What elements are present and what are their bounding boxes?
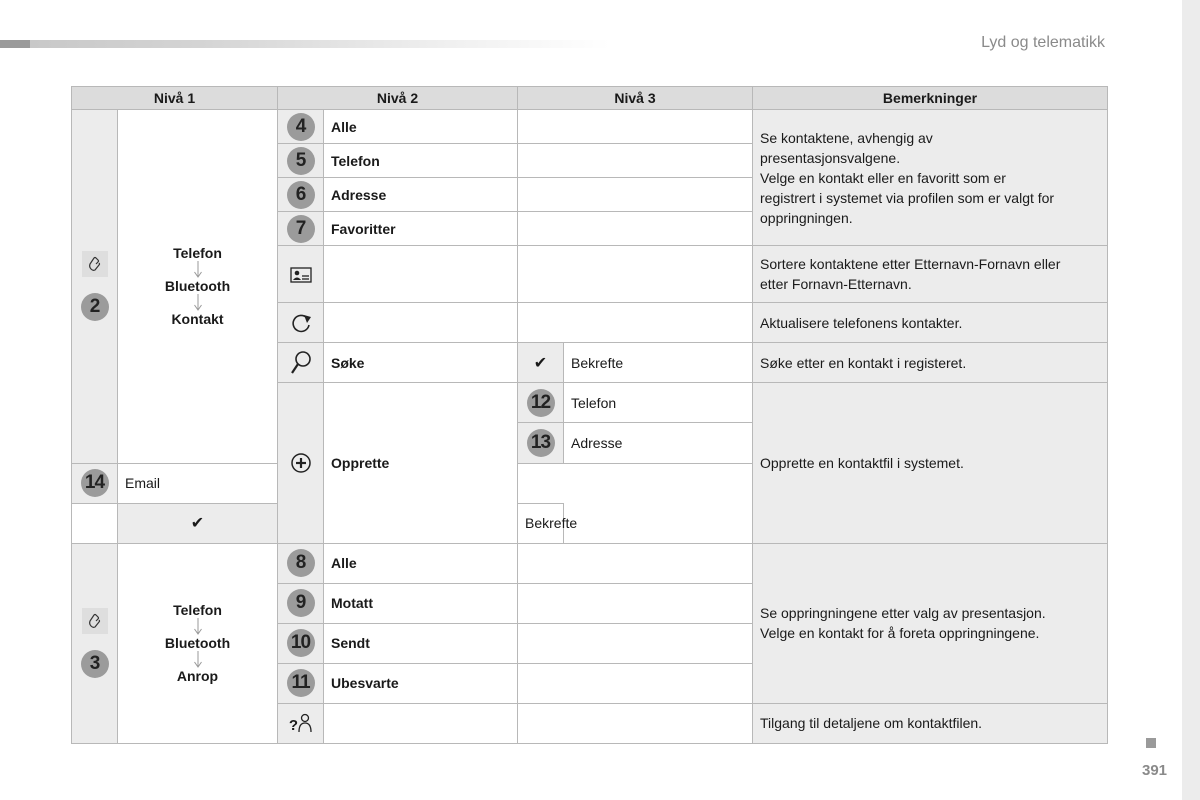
step-badge: 11 (287, 669, 315, 697)
details-icon-cell (278, 703, 324, 743)
col-header-level3: Nivå 3 (518, 87, 753, 110)
table-header-row (72, 87, 1108, 110)
contact-card-icon (290, 267, 312, 283)
level2-label: Ubesvarte (324, 663, 518, 703)
step-badge: 5 (287, 147, 315, 175)
path-step: Bluetooth (164, 278, 231, 295)
phone-button-icon (82, 251, 108, 277)
remark-cell (753, 110, 1108, 246)
page-number: 391 (1142, 762, 1168, 779)
remark-line: Velge en kontakt for å foreta oppringningene. (760, 625, 1040, 642)
path-step: Kontakt (171, 311, 224, 328)
level3-label: Bekrefte (518, 503, 564, 543)
remark-line: etter Fornavn-Etternavn. (760, 276, 912, 293)
phone-button-icon (82, 608, 108, 634)
step-badge: 8 (287, 549, 315, 577)
level1-path-cell (118, 543, 278, 743)
header-decor-bar (0, 40, 610, 48)
step-badge: 3 (81, 650, 109, 678)
level3-label: Telefon (564, 383, 753, 423)
remark-line: presentasjonsvalgene. (760, 149, 901, 166)
remark-cell (753, 543, 1108, 703)
checkmark-icon: ✔ (533, 354, 548, 372)
refresh-icon (289, 312, 313, 334)
remark-line: Se kontaktene, avhengig av (760, 129, 933, 146)
step-badge: 12 (527, 389, 555, 417)
col-header-remarks: Bemerkninger (753, 87, 1108, 110)
level1-path-cell (118, 110, 278, 464)
level2-label: Alle (324, 543, 518, 583)
level2-label: Telefon (324, 144, 518, 178)
arrow-down-icon (193, 261, 203, 278)
remark-cell: Tilgang til detaljene om kontaktfilen. (753, 703, 1108, 743)
level2-label: Motatt (324, 583, 518, 623)
step-badge: 7 (287, 215, 315, 243)
remark-line: oppringningen. (760, 209, 853, 226)
path-step: Telefon (173, 245, 222, 262)
level3-label: Adresse (564, 423, 753, 463)
path-step: Bluetooth (164, 635, 231, 652)
path-step: Anrop (176, 668, 219, 685)
step-badge: 13 (527, 429, 555, 457)
level3-label: Email (118, 463, 278, 503)
add-circle-icon (290, 452, 312, 474)
remark-line: Se oppringningene etter valg av presentasjon. (760, 605, 1046, 622)
level2-label: Alle (324, 110, 518, 144)
checkmark-icon: ✔ (190, 515, 205, 533)
remark-line: registrert i systemet via profilen som er valgt for (760, 189, 1055, 206)
level2-label: Favoritter (324, 212, 518, 246)
path-step: Telefon (173, 602, 222, 619)
remark-cell: Aktualisere telefonens kontakter. (753, 303, 1108, 343)
step-badge: 9 (287, 589, 315, 617)
section-title: Lyd og telematikk (981, 34, 1105, 51)
table-row (72, 110, 1108, 144)
table-row (72, 543, 1108, 583)
remark-line: Sortere kontaktene etter Etternavn-Fornavn eller (760, 256, 1061, 273)
step-badge: 2 (81, 293, 109, 321)
level3-label: Bekrefte (564, 343, 753, 383)
level2-label: Opprette (324, 383, 518, 543)
block1-spacer (72, 503, 118, 543)
remark-cell: Opprette en kontaktfil i systemet. (753, 383, 1108, 543)
level2-label: Sendt (324, 623, 518, 663)
search-icon (290, 350, 312, 376)
menu-table (71, 86, 1108, 744)
col-header-level1: Nivå 1 (72, 87, 278, 110)
step-badge: 10 (287, 629, 315, 657)
contact-details-icon: ? (289, 713, 312, 733)
step-badge: 14 (81, 469, 109, 497)
level1-icon-cell (72, 110, 118, 464)
arrow-down-icon (193, 651, 203, 668)
level1-icon-cell (72, 543, 118, 743)
page-edge-strip (1182, 0, 1200, 800)
level2-label: Søke (324, 343, 518, 383)
col-header-level2: Nivå 2 (278, 87, 518, 110)
remark-cell: Søke etter en kontakt i registeret. (753, 343, 1108, 383)
page-marker (1146, 738, 1156, 748)
remark-line: Velge en kontakt eller en favoritt som er (760, 169, 1006, 186)
step-badge: 4 (287, 113, 315, 141)
remark-cell (753, 246, 1108, 303)
level2-label: Adresse (324, 178, 518, 212)
step-badge: 6 (287, 181, 315, 209)
arrow-down-icon (193, 618, 203, 635)
arrow-down-icon (193, 294, 203, 311)
